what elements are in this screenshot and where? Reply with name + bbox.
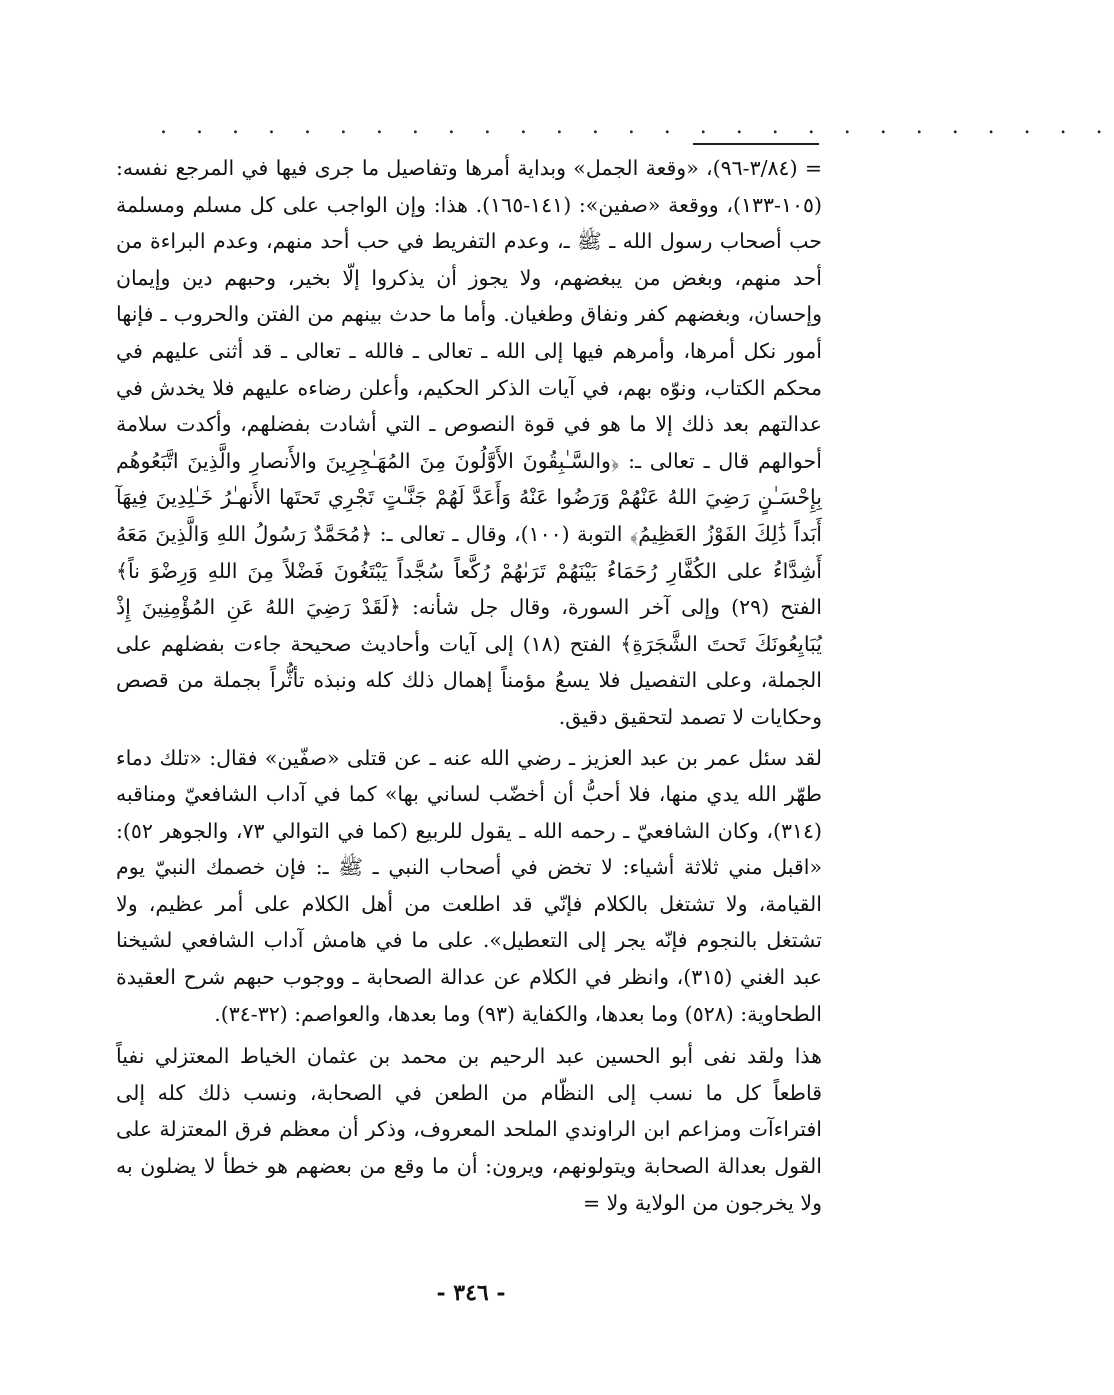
paragraph-companions-virtue: = (٣/٨٤-٩٦)، «وقعة الجمل» وبداية أمرها وتفاصيل ما جرى فيها في المرجع نفسه: (١٠٥-١٣٣)، ووقعة «صفين»: (١٤١-١٦٥). هذا: وإن الواجب على كل مسلم ومسلمة حب أصحاب رسول الله ـ ﷺ ـ، وعدم التفريط في حب أحد منهم، وعدم البراءة من أحد منهم، وبغض من يبغضهم، ولا يجوز أن يذكروا إلّا بخير، وحبهم دين وإيمان وإحسان، وبغضهم كفر ونفاق وطغيان. وأما ما حدث بينهم من الفتن والحروب ـ فإنها أمور نكل أمرها، وأمرهم فيها إلى الله ـ تعالى ـ فالله ـ تعالى ـ قد أثنى عليهم في محكم الكتاب، ونوّه بهم، في آيات الذكر الحكيم، وأعلن رضاءه عليهم فلا يخدش في عدالتهم بعد ذلك إلا ما هو في قوة النصوص ـ التي أشادت بفضلهم، وأكدت سلامة أحوالهم قال ـ تعالى ـ: ﴿والسَّـٰبِقُونَ الأَوَّلُونَ مِنَ المُهَـٰجِرِينَ والأَنصارِ والَّذِينَ اتَّبَعُوهُم بِإِحْسَـٰنٍ رَضِيَ اللهُ عَنْهُمْ وَرَضُوا عَنْهُ وَأَعَدَّ لَهُمْ جَنَّـٰتٍ تَجْرِي تَحتَها الأَنهـٰرُ خَـٰلِدِينَ فِيهَآ أَبَداً ذَٰلِكَ الفَوْزُ العَظِيمُ﴾ التوبة (١٠٠)، وقال ـ تعالى ـ: ﴿مُحَمَّدٌ رَسُولُ اللهِ وَالَّذِينَ مَعَهُ أَشِدَّاءُ على الكُفَّارِ رُحَمَاءُ بَيْنَهُمْ تَرَىٰهُمْ رُكَّعاً سُجَّداً يَبْتَغُونَ فَضْلاً مِنَ اللهِ وَرِضْوَ ناً﴾ الفتح (٢٩) وإلى آخر السورة، وقال جل شأنه: ﴿لَقَدْ رَضِيَ اللهُ عَنِ المُؤْمِنِينَ إِذْ يُبَايِعُونَكَ تَحتَ الشَّجَرَةِ﴾ الفتح (١٨) إلى آيات وأحاديث صحيحة جاءت بفضلهم على الجملة، وعلى التفصيل فلا يسعُ مؤمناً إهمال ذلك كله ونبذه تأثُّراً بجملة من قصص وحكايات لا تصمد لتحقيق دقيق. [116,156,823,729]
separator-dots: . . . . . . . . . . . . . . . . . . . . . . . . . . . [160,114,1114,139]
paragraph-umar-shafii: لقد سئل عمر بن عبد العزيز ـ رضي الله عنه ـ عن قتلى «صفّين» فقال: «تلك دماء طهّر الله يدي منها، فلا أحبُّ أن أخضّب لساني بها» كما في آداب الشافعيّ ومناقبه (٣١٤)، وكان الشافعيّ ـ رحمه الله ـ يقول للربيع (كما في التوالي ٧٣، والجوهر ٥٢): «اقبل مني ثلاثة أشياء: لا تخض في أصحاب النبي ـ ﷺ ـ: فإن خصمك النبيّ يوم القيامة، ولا تشتغل بالكلام فإنّي قد اطلعت من أهل الكلام على أمر عظيم، ولا تشتغل بالنجوم فإنّه يجر إلى التعطيل». على ما في هامش آداب الشافعي لشيخنا عبد الغني (٣١٥)، وانظر في الكلام عن عدالة الصحابة ـ ووجوب حبهم شرح العقيدة الطحاوية: (٥٢٨) وما بعدها، والكفاية (٩٣) وما بعدها، والعواصم: (٣٢-٣٤). [116,745,822,1026]
footnote-body [116,150,822,1221]
page-number: - ٣٤٦ - [436,1280,506,1306]
footnote-rule [693,143,819,145]
paragraph-khayyat: هذا ولقد نفى أبو الحسين عبد الرحيم بن محمد بن عثمان الخياط المعتزلي نفياً قاطعاً كل ما نسب إلى النظّام من الطعن في الصحابة، ونسب ذلك كله إلى افتراءآت ومزاعم ابن الراوندي الملحد المعروف، وذكر أن معظم فرق المعتزلة على القول بعدالة الصحابة ويتولونهم، ويرون: أن ما وقع من بعضهم هو خطأ لا يضلون به ولا يخرجون من الولاية ولا = [116,1044,822,1215]
